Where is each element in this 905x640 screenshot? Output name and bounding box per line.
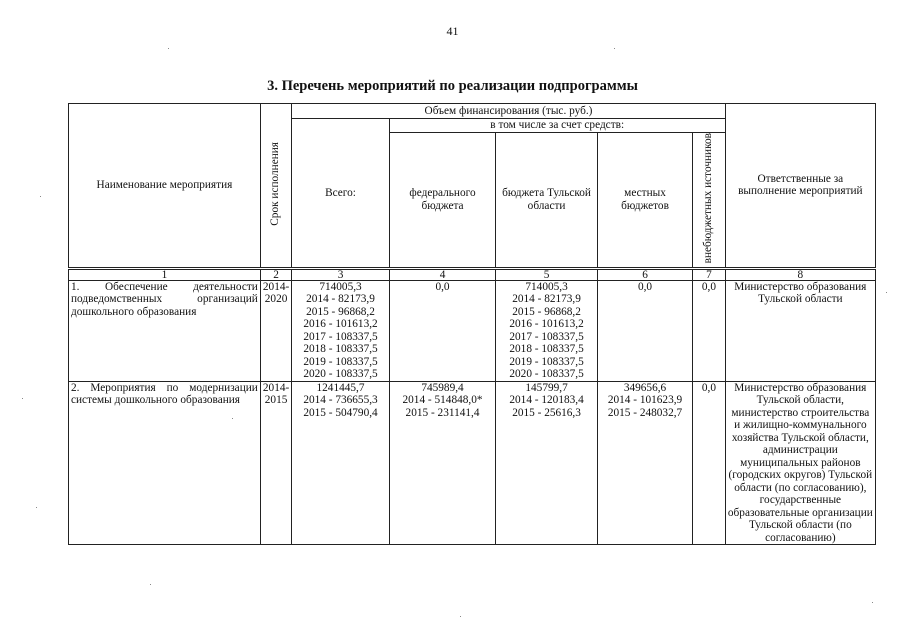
page-number: 41 <box>446 24 459 38</box>
amount-line: 0,0 <box>701 280 717 293</box>
activity-term: 2014-2020 <box>260 280 291 381</box>
federal-amount <box>389 280 496 381</box>
amount-line: 2019 - 108337,5 <box>509 355 584 368</box>
col-number: 7 <box>693 268 725 280</box>
col-number: 1 <box>69 268 261 280</box>
document-title: 3. Перечень мероприятий по реализации подпрограммы <box>267 78 638 94</box>
activity-name: 2. Мероприятия по модернизации системы дошкольного образования <box>69 381 261 545</box>
amount-line: 2015 - 25616,3 <box>512 406 581 419</box>
header-regional: бюджета Тульской области <box>496 133 598 269</box>
amount-line: 2020 - 108337,5 <box>509 368 584 381</box>
col-number: 2 <box>260 268 291 280</box>
regional-amount <box>496 280 598 381</box>
col-number: 8 <box>725 268 875 280</box>
amount-line: 2017 - 108337,5 <box>303 330 378 343</box>
amount-line: 2017 - 108337,5 <box>509 330 584 343</box>
amount-line: 1241445,7 <box>316 381 365 394</box>
header-total: Всего: <box>292 119 389 269</box>
header-term <box>260 104 291 269</box>
header-funding-group: Объем финансирования (тыс. руб.) <box>292 104 725 119</box>
amount-line: 145799,7 <box>525 381 568 394</box>
local-amount <box>597 280 692 381</box>
amount-line: 349656,6 <box>623 381 667 394</box>
federal-amount <box>389 381 496 545</box>
amount-line: 2015 - 231141,4 <box>405 406 480 419</box>
col-number: 6 <box>597 268 692 280</box>
total-amount <box>292 280 389 381</box>
amount-line: 2016 - 101613,2 <box>509 318 584 331</box>
total-amount <box>292 381 389 545</box>
header-extrabudget <box>693 133 725 269</box>
amount-line: 2014 - 82173,9 <box>512 293 581 306</box>
amount-line: 2014 - 736655,3 <box>303 394 378 407</box>
table-row <box>69 280 876 381</box>
header-including-group: в том числе за счет средств: <box>389 119 725 133</box>
amount-line: 745989,4 <box>421 381 464 394</box>
extrabudget-amount <box>693 280 725 381</box>
table-row <box>69 381 876 545</box>
extrabudget-amount <box>693 381 725 545</box>
activity-name: 1. Обеспечение деятельности подведомственных организаций дошкольного образования <box>69 280 261 381</box>
amount-line: 2015 - 96868,2 <box>512 305 581 318</box>
amount-line: 2015 - 248032,7 <box>607 406 683 419</box>
header-name: Наименование мероприятия <box>69 104 261 269</box>
amount-line: 2014 - 120183,4 <box>509 394 584 407</box>
amount-line: 2018 - 108337,5 <box>509 343 584 356</box>
amount-line: 2019 - 108337,5 <box>303 355 378 368</box>
amount-line: 714005,3 <box>319 280 362 293</box>
amount-line: 0,0 <box>701 381 717 394</box>
header-extrabudget-label: внебюджетных источников <box>702 133 715 264</box>
local-amount <box>597 381 692 545</box>
header-local: местных бюджетов <box>597 133 692 269</box>
col-number: 5 <box>496 268 598 280</box>
amount-line: 2014 - 82173,9 <box>306 293 375 306</box>
amount-line: 2015 - 504790,4 <box>303 406 378 419</box>
col-number: 3 <box>292 268 389 280</box>
amount-line: 2018 - 108337,5 <box>303 343 378 356</box>
amount-line: 0,0 <box>435 280 450 293</box>
activity-term: 2014-2015 <box>260 381 291 545</box>
header-federal: федерального бюджета <box>389 133 496 269</box>
amount-line: 2016 - 101613,2 <box>303 318 378 331</box>
header-responsible: Ответственные за выполнение мероприятий <box>725 104 875 269</box>
header-term-label: Срок исполнения <box>269 141 282 226</box>
amount-line: 2015 - 96868,2 <box>306 305 375 318</box>
col-number: 4 <box>389 268 496 280</box>
regional-amount <box>496 381 598 545</box>
amount-line: 2014 - 514848,0* <box>402 394 483 407</box>
amount-line: 2020 - 108337,5 <box>303 368 378 381</box>
amount-line: 0,0 <box>637 280 653 293</box>
amount-line: 714005,3 <box>525 280 568 293</box>
responsible-party: Министерство образования Тульской области <box>725 280 875 381</box>
column-number-row <box>69 268 876 280</box>
responsible-party: Министерство образования Тульской области, министерство строительства и жилищно-коммунального хозяйства Тульской области, администрации муниципальных районов (городских округов) Тульской области (по согласованию), государственные образовательные организации Тульской области (по согласованию) <box>725 381 875 545</box>
activities-table <box>68 103 876 545</box>
amount-line: 2014 - 101623,9 <box>607 394 683 407</box>
